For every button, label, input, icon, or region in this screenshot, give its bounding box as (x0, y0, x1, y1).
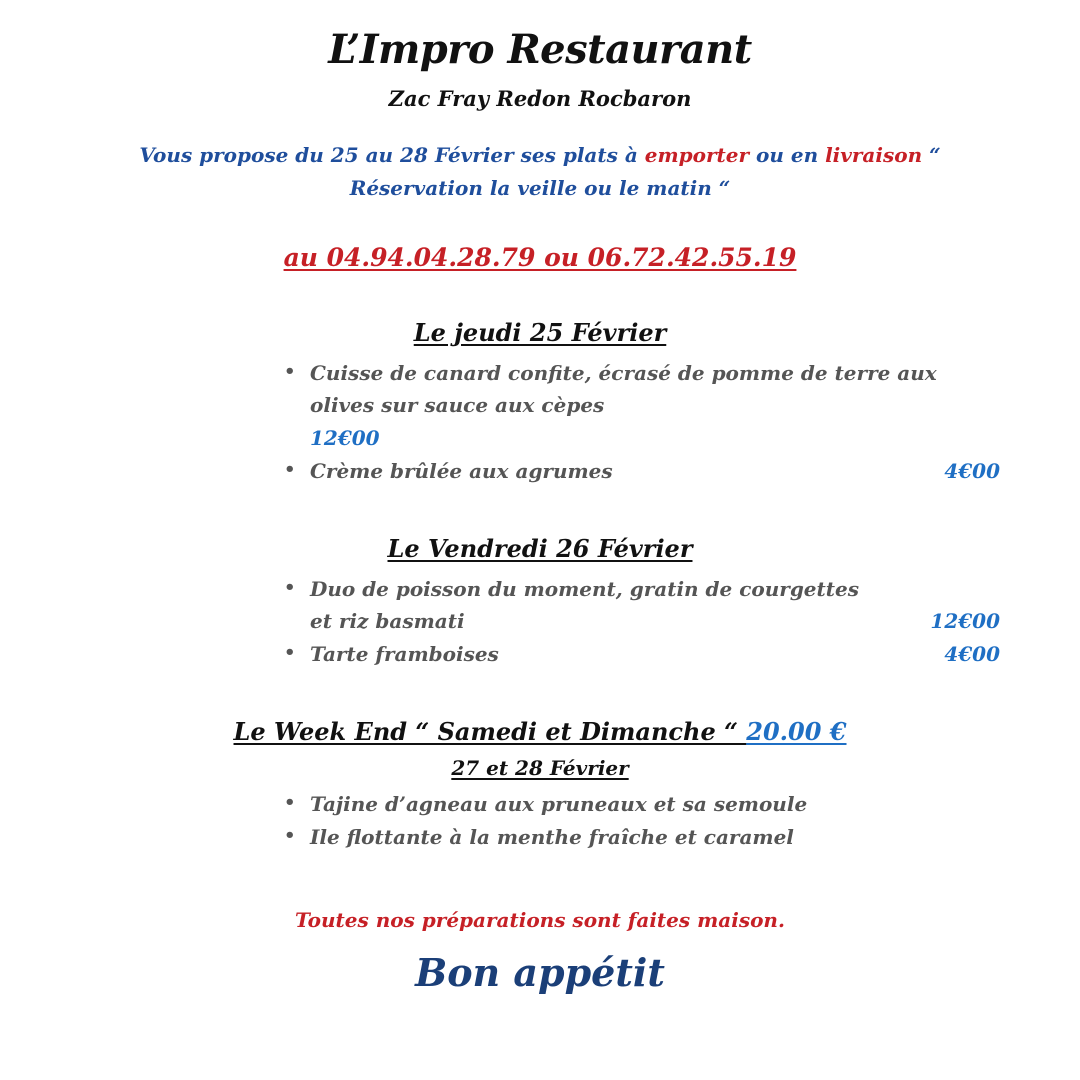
list-item (310, 788, 1000, 820)
dish-list (40, 573, 1040, 671)
intro-line-2: Réservation la veille ou le matin “ (349, 176, 731, 200)
list-item (310, 455, 1000, 487)
day-heading: Le Vendredi 26 Février (387, 533, 693, 563)
dish-name-line2: et riz basmati (310, 608, 465, 633)
day-heading-text: Le Week End “ Samedi et Dimanche “ (233, 716, 747, 746)
dish-name-line1: Duo de poisson du moment, gratin de courgettes (310, 576, 859, 601)
list-item (310, 638, 1000, 670)
dish-name-line1: Ile flottante à la menthe fraîche et caramel (310, 825, 794, 850)
phone-line (40, 243, 1040, 272)
footer-note: Toutes nos préparations sont faites maison. (295, 907, 785, 932)
dish-name-line1: • Crème brûlée aux agrumes (310, 459, 613, 484)
dish-list (40, 788, 1040, 854)
list-item (310, 357, 1000, 454)
dish-name-line1: Cuisse de canard confite, écrasé de pomme de terre aux olives sur (310, 361, 937, 418)
dish-price: 4€00 (944, 459, 1000, 484)
day-section-weekend (40, 717, 1040, 854)
day-section-thursday (40, 318, 1040, 488)
dish-list (40, 357, 1040, 488)
intro-paragraph (40, 139, 1040, 205)
list-item (310, 573, 1000, 638)
closing-message: Bon appétit (415, 949, 665, 995)
intro-line-1 (40, 139, 1040, 172)
day-section-friday (40, 534, 1040, 671)
intro-livraison: livraison (825, 143, 923, 167)
dish-price: 12€00 (310, 425, 380, 450)
weekend-price: 20.00 € (746, 716, 847, 746)
page-title: L’Impro Restaurant (328, 26, 752, 73)
day-heading (40, 717, 1040, 746)
list-item (310, 821, 1000, 853)
day-subheading: 27 et 28 Février (451, 755, 629, 780)
intro-line1-part2: ou en (749, 143, 826, 167)
dish-name-line1: Tajine d’agneau aux pruneaux et sa semoule (310, 791, 808, 816)
dish-name-line1: • Tarte framboises (310, 642, 499, 667)
intro-line1-part3: “ (922, 143, 941, 167)
intro-emporter: emporter (644, 143, 750, 167)
restaurant-address: Zac Fray Redon Rocbaron (388, 86, 692, 111)
intro-line1-part1: Vous propose du 25 au 28 Février ses plats à (139, 143, 645, 167)
phone-number[interactable]: au 04.94.04.28.79 ou 06.72.42.55.19 (283, 243, 797, 272)
dish-price: 4€00 (944, 642, 1000, 667)
dish-name-line2: sauce aux cèpes (424, 393, 605, 418)
day-heading: Le jeudi 25 Février (413, 318, 667, 347)
dish-price: 12€00 (930, 608, 1000, 633)
